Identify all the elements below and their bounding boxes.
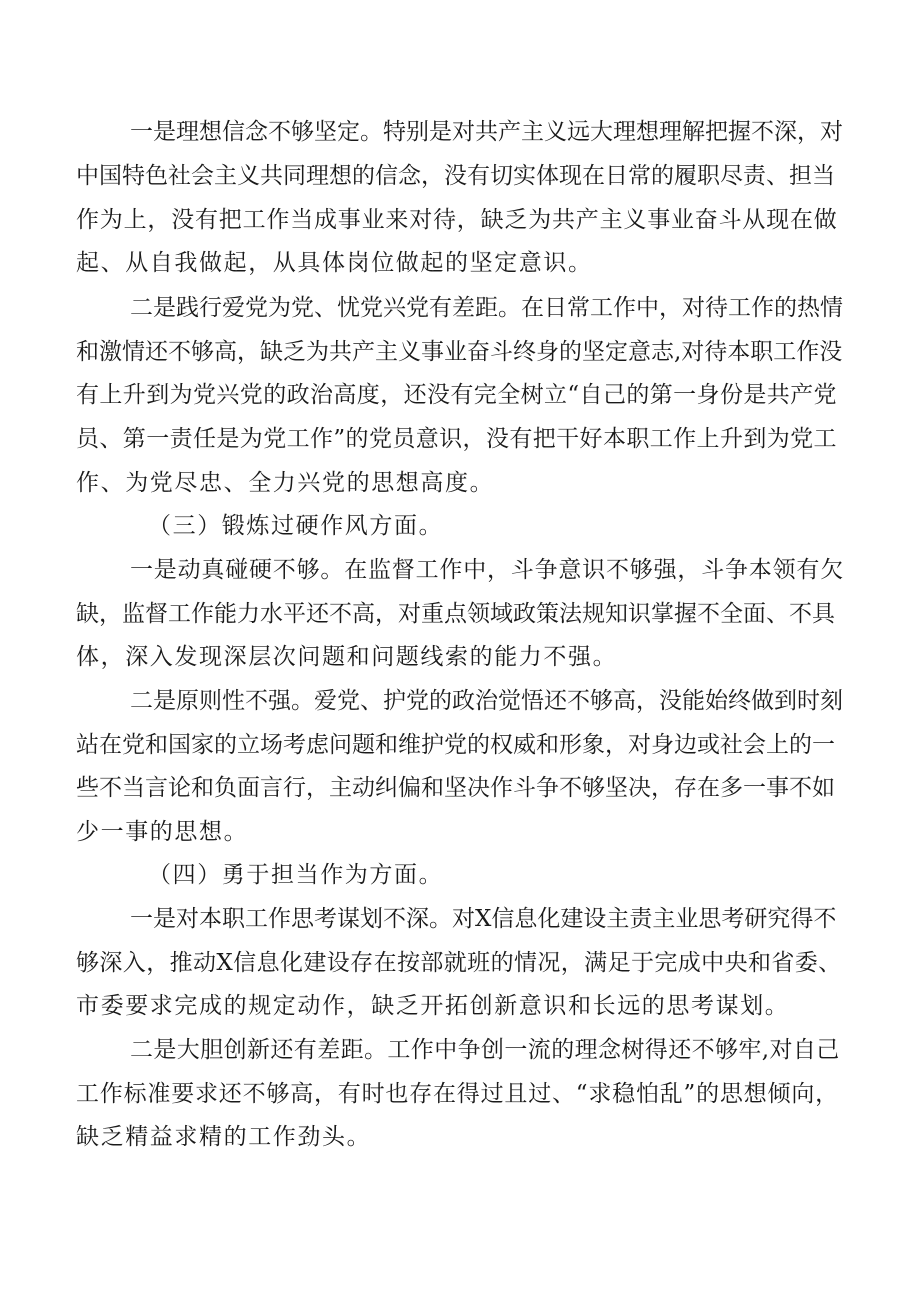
paragraph-4-line-1: 二是原则性不强。爱党、护党的政治觉悟还不够高，没能始终做到时刻 — [130, 688, 843, 714]
paragraph-5-line-3: 市委要求完成的规定动作，缺乏开拓创新意识和长远的思考谋划。 — [76, 993, 790, 1019]
paragraph-5-line-2: 够深入，推动X信息化建设存在按部就班的情况，满足于完成中央和省委、 — [76, 950, 842, 976]
paragraph-6-line-1: 二是大胆创新还有差距。工作中争创一流的理念树得还不够牢,对自己 — [130, 1037, 840, 1063]
paragraph-3-line-1: 一是动真碰硬不够。在监督工作中，斗争意识不够强，斗争本领有欠 — [130, 557, 844, 583]
section-heading-four: （四）勇于担当作为方面。 — [148, 862, 444, 888]
paragraph-4-line-2: 站在党和国家的立场考虑问题和维护党的权威和形象，对身边或社会上的一 — [76, 732, 835, 758]
paragraph-4-line-4: 少一事的思想。 — [76, 819, 249, 845]
paragraph-2-line-4: 员、第一责任是为党工作”的党员意识，没有把干好本职工作上升到为党工 — [76, 426, 837, 452]
paragraph-3-line-2: 缺，监督工作能力水平还不高，对重点领域政策法规知识掌握不全面、不具 — [76, 601, 835, 627]
paragraph-2-line-5: 作、为党尽忠、全力兴党的思想高度。 — [76, 470, 495, 496]
paragraph-1-line-3: 作为上，没有把工作当成事业来对待，缺乏为共产主义事业奋斗从现在做 — [76, 207, 838, 233]
paragraph-1-line-4: 起、从自我做起，从具体岗位做起的坚定意识。 — [76, 250, 593, 276]
paragraph-5-line-1: 一是对本职工作思考谋划不深。对X信息化建设主责主业思考研究得不 — [130, 906, 837, 932]
paragraph-1-line-2: 中国特色社会主义共同理想的信念，没有切实体现在日常的履职尽责、担当 — [76, 163, 835, 189]
paragraph-6-line-2: 工作标准要求还不够高，有时也存在得过且过、“求稳怕乱”的思想倾向， — [76, 1081, 839, 1107]
paragraph-2-line-3: 有上升到为党兴党的政治高度，还没有完全树立“自己的第一身份是共产党 — [76, 382, 837, 408]
paragraph-2-line-2: 和激情还不够高，缺乏为共产主义事业奋斗终身的坚定意志,对待本职工作没 — [76, 339, 843, 365]
section-heading-three: （三）锻炼过硬作风方面。 — [148, 513, 444, 539]
paragraph-4-line-3: 些不当言论和负面言行，主动纠偏和坚决作斗争不够坚决，存在多一事不如 — [76, 775, 835, 801]
paragraph-1-line-1: 一是理想信念不够坚定。特别是对共产主义远大理想理解把握不深，对 — [130, 119, 843, 145]
paragraph-3-line-3: 体，深入发现深层次问题和问题线索的能力不强。 — [76, 644, 618, 670]
paragraph-6-line-3: 缺乏精益求精的工作劲头。 — [76, 1124, 372, 1150]
paragraph-2-line-1: 二是践行爱党为党、忧党兴党有差距。在日常工作中，对待工作的热情 — [130, 295, 843, 321]
